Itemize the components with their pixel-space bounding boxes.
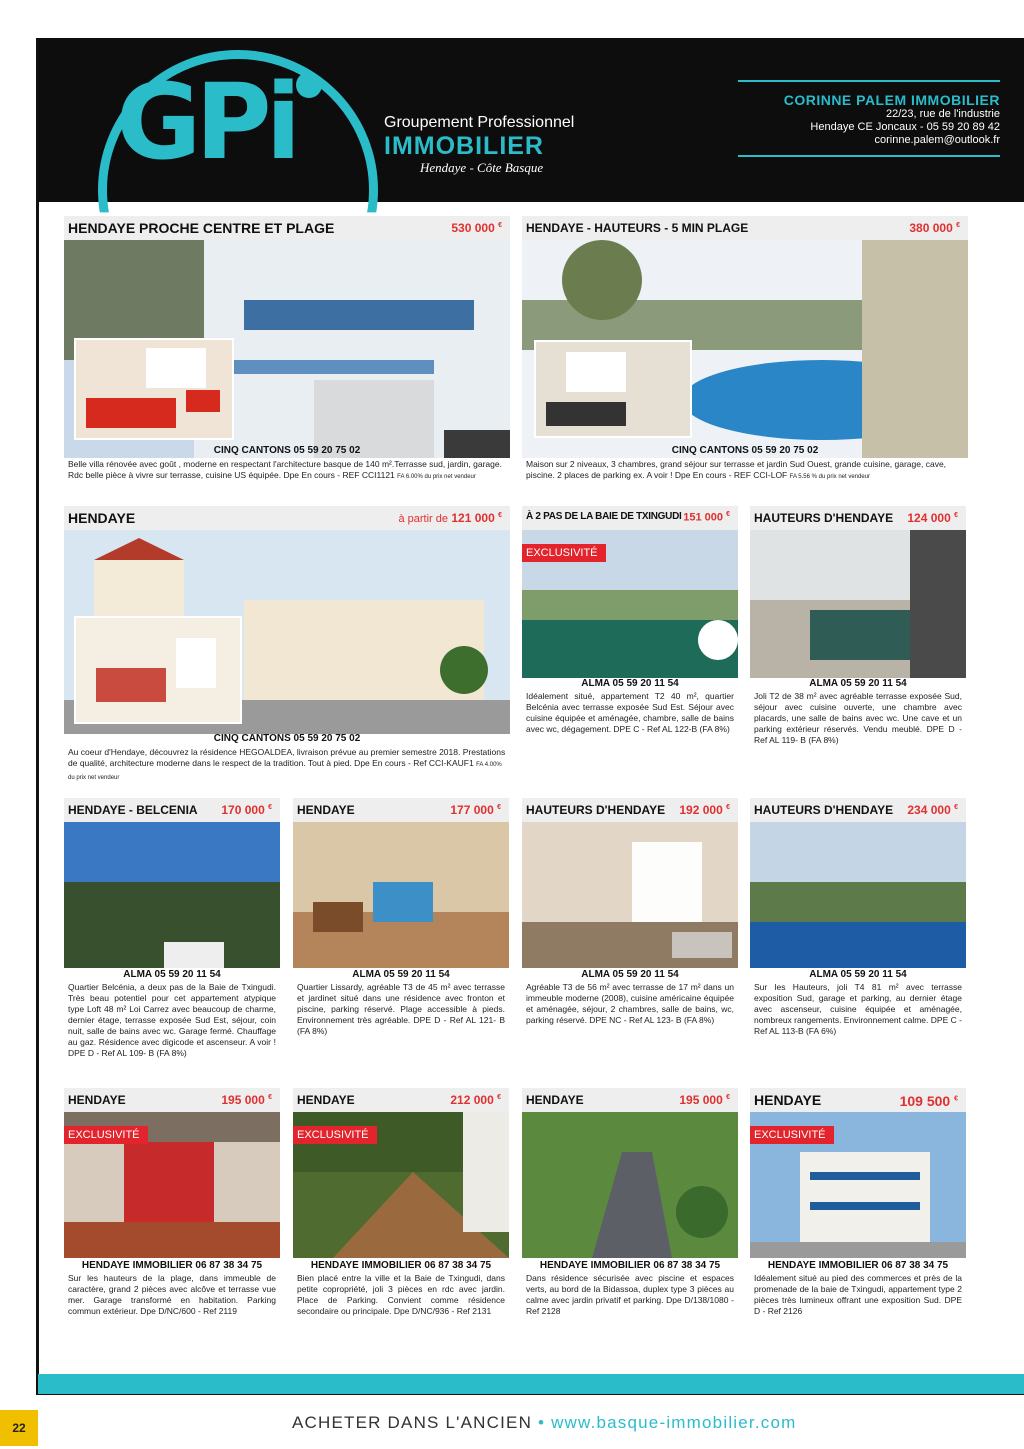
listing-card[interactable] [64, 798, 280, 1072]
listing-price: 234 000 € [907, 803, 958, 817]
exclusive-badge: EXCLUSIVITÉ [64, 1126, 148, 1144]
listing-price: 151 000 € [683, 511, 730, 524]
listing-photo[interactable] [293, 1112, 509, 1258]
listing-title: HENDAYE [68, 510, 136, 526]
listing-price: 195 000 € [679, 1093, 730, 1107]
listing-description: Quartier Lissardy, agréable T3 de 45 m² avec terrasse et jardinet situé dans une résidence avec fronton et piscine, parking réservé. Plage accessible à pieds. Environnement très agréable. DPE D - Ref AL 121- B (FA 8%) [297, 982, 505, 1036]
page-header [38, 38, 1024, 202]
blue-balcony-photo [750, 822, 966, 968]
listing-photo[interactable] [750, 822, 966, 968]
listing-title: HENDAYE - BELCENIA [68, 803, 198, 817]
listing-card[interactable] [522, 506, 738, 766]
listing-title: HENDAYE - HAUTEURS - 5 MIN PLAGE [526, 221, 749, 235]
listing-contact: HENDAYE IMMOBILIER 06 87 38 34 75 [81, 1260, 263, 1271]
listing-contact: HENDAYE IMMOBILIER 06 87 38 34 75 [539, 1260, 721, 1271]
listing-description: Joli T2 de 38 m² avec agréable terrasse exposée Sud, séjour avec cuisine ouverte, une chambre avec placards, une salle de bains avec wc. Une cave et un parking extérieur réservés. Vendu meublé. DPE D - Ref AL 119- B (FA 8%) [754, 691, 962, 745]
listing-price: à partir de 121 000 € [398, 511, 502, 525]
listing-photo[interactable] [64, 240, 510, 458]
listing-contact: ALMA 05 59 20 11 54 [352, 969, 450, 980]
listing-card[interactable] [64, 216, 510, 486]
listing-description: Bien placé entre la ville et la Baie de Txingudi, dans petite copropriété, joli 3 pièces en rdc avec jardin. Place de Parking. Convient comme résidence secondaire ou principale. Dpe D/NC/936 - Ref 2131 [297, 1273, 505, 1316]
listing-card[interactable] [293, 1088, 509, 1328]
listing-title: HAUTEURS D'HENDAYE [754, 803, 894, 817]
listing-description: Maison sur 2 niveaux, 3 chambres, grand séjour sur terrasse et jardin Sud Ouest, grande cuisine, garage, cave, piscine. 2 places de parking ex. A voir ! Dpe En cours - REF CCI-LOF FA 5.56 % du prix net vendeur [526, 459, 947, 480]
listing-photo[interactable] [64, 1112, 280, 1258]
agency-address: 22/23, rue de l'industrie [885, 108, 1000, 120]
listing-description: Dans résidence sécurisée avec piscine et espaces verts, au bord de la Bidassoa, duplex type 3 pièces au calme avec jardin privatif et parking. Dpe D/138/1080 - Ref 2128 [526, 1273, 734, 1316]
listing-price: 380 000 € [909, 221, 960, 235]
logo: GPi [116, 61, 296, 183]
listing-title: HENDAYE [297, 803, 355, 817]
listing-description: Sur les Hauteurs, joli T4 81 m² avec terrasse exposition Sud, garage et parking, au dernier étage avec ascenseur, cuisine équipée et aménagée, nombreux rangements. Environnement calme. DPE C - Ref AL 113-B (FA 6%) [754, 982, 962, 1036]
listing-description: Idéalement situé, appartement T2 40 m², quartier Belcénia avec terrasse exposée Sud Est. Séjour avec cuisine équipée et aménagée, chambre, salle de bains avec wc, dégagement. DPE C - Ref AL 122-B (FA 8%) [526, 691, 734, 734]
listing-description: Idéalement situé au pied des commerces et près de la promenade de la baie de Txingudi, appartement type 2 pièces très lumineux offrant une exposition Sud. DPE D - Ref 2126 [754, 1273, 962, 1316]
page-number: 22 [0, 1410, 38, 1446]
exclusive-badge: EXCLUSIVITÉ [750, 1126, 834, 1144]
listing-title: HENDAYE [297, 1093, 355, 1107]
sea-view-photo [64, 822, 280, 968]
listing-contact: ALMA 05 59 20 11 54 [809, 969, 907, 980]
exclusive-badge: EXCLUSIVITÉ [522, 544, 606, 562]
listing-photo[interactable] [522, 822, 738, 968]
footer-text: ACHETER DANS L'ANCIEN • www.basque-immobilier.com [292, 1413, 797, 1432]
listing-price: 177 000 € [450, 803, 501, 817]
listing-title: HENDAYE [526, 1093, 584, 1107]
listing-card[interactable] [522, 1088, 738, 1328]
header-line1: Groupement Professionnel [384, 114, 575, 131]
dining-room-photo [293, 822, 509, 968]
listing-description: Au coeur d'Hendaye, découvrez la résidence HEGOALDEA, livraison prévue au premier semestre 2018. Prestations de qualité, architecture moderne dans le respect de la tradition. Tout à pied. Dpe En cours - Ref CCI-KAUF1 FA 4.00% du prix net vendeur [68, 747, 506, 781]
listing-description: Belle villa rénovée avec goût , moderne en respectant l'architecture basque de 140 m².Terrasse sud, jardin, garage. Rdc belle pièce à vivre sur terrasse, cuisine US équipée. Dpe En cours - REF CCI1121 FA 6.00% du prix net vendeur [68, 459, 502, 480]
listing-description: Sur les hauteurs de la plage, dans immeuble de caractère, grand 2 pièces avec alcôve et terrasse vue mer. Garage transformé en habitation. Parking commun extérieur. Dpe D/NC/600 - Ref 2119 [68, 1273, 276, 1316]
listing-contact: CINQ CANTONS 05 59 20 75 02 [671, 445, 819, 456]
listing-contact: CINQ CANTONS 05 59 20 75 02 [213, 445, 361, 456]
listing-card[interactable] [522, 216, 968, 486]
listing-price: 530 000 € [451, 221, 502, 235]
listing-contact: ALMA 05 59 20 11 54 [123, 969, 221, 980]
listing-price: 109 500 € [899, 1093, 958, 1109]
footer-band [38, 1374, 1024, 1394]
agency-rule-top [738, 80, 1000, 82]
listing-contact: ALMA 05 59 20 11 54 [809, 678, 907, 689]
listing-title: HENDAYE [68, 1093, 126, 1107]
listing-price: 212 000 € [450, 1093, 501, 1107]
listing-contact: HENDAYE IMMOBILIER 06 87 38 34 75 [767, 1260, 949, 1271]
footer-url[interactable]: www.basque-immobilier.com [551, 1413, 797, 1432]
agency-rule-bottom [738, 155, 1000, 157]
listing-card[interactable] [750, 1088, 966, 1328]
listing-photo[interactable] [64, 822, 280, 968]
garden-path-photo [522, 1112, 738, 1258]
agency-name: CORINNE PALEM IMMOBILIER [783, 92, 1000, 108]
listing-photo[interactable] [64, 530, 510, 734]
listing-card[interactable] [522, 798, 738, 1072]
listing-price: 170 000 € [221, 803, 272, 817]
logo-dot [296, 72, 322, 98]
exclusive-badge: EXCLUSIVITÉ [293, 1126, 377, 1144]
listing-description: Agréable T3 de 56 m² avec terrasse de 17 m² dans un immeuble moderne (2008), cuisine américaine équipée et aménagée, séjour, 2 chambres, salle de bains, wc, parking réservé. DPE NC - Ref AL 123- B (FA 8%) [526, 982, 734, 1025]
listing-title: HENDAYE [754, 1092, 822, 1108]
listing-title: HAUTEURS D'HENDAYE [526, 803, 666, 817]
listing-price: 124 000 € [907, 511, 958, 525]
listing-contact: ALMA 05 59 20 11 54 [581, 678, 679, 689]
balcony-photo [750, 530, 966, 678]
header-line3: Hendaye - Côte Basque [420, 160, 544, 175]
living-room-inset [534, 340, 692, 438]
listing-card[interactable] [750, 798, 966, 1072]
agency-email[interactable]: corinne.palem@outlook.fr [874, 134, 1000, 146]
listing-contact: CINQ CANTONS 05 59 20 75 02 [213, 733, 361, 744]
listing-contact: ALMA 05 59 20 11 54 [581, 969, 679, 980]
listing-contact: HENDAYE IMMOBILIER 06 87 38 34 75 [310, 1260, 492, 1271]
listing-title: HENDAYE PROCHE CENTRE ET PLAGE [68, 220, 335, 236]
listing-photo[interactable] [522, 240, 968, 458]
listing-photo[interactable] [750, 530, 966, 678]
listing-card[interactable] [750, 506, 966, 766]
agency-block [738, 80, 1000, 157]
living-room-photo [522, 822, 738, 968]
listing-photo[interactable] [522, 1112, 738, 1258]
lounge-inset [74, 616, 242, 724]
agency-phone: Hendaye CE Joncaux - 05 59 20 89 42 [810, 121, 1000, 133]
listing-photo[interactable] [750, 1112, 966, 1258]
listing-price: 192 000 € [679, 803, 730, 817]
listing-photo[interactable] [293, 822, 509, 968]
living-room-inset [74, 338, 234, 440]
header-line2: IMMOBILIER [384, 132, 544, 160]
listing-card[interactable] [64, 506, 510, 781]
listing-card[interactable] [64, 1088, 280, 1328]
listing-card[interactable] [293, 798, 509, 1072]
listing-price: 195 000 € [221, 1093, 272, 1107]
listing-title: HAUTEURS D'HENDAYE [754, 511, 894, 525]
listing-description: Quartier Belcénia, a deux pas de la Baie de Txingudi. Très beau potentiel pour cet appartement atypique type Loft 48 m² Loi Carrez avec beaucoup de charme, dernier étage, terrasse exposée Sud Est, séjour, coin nuit, salle de bains avec wc. Garage fermé. Chauffage au gaz. Résidence avec digicode et ascenseur. A voir ! DPE D - Ref AL 109- B (FA 8%) [68, 982, 276, 1058]
listing-photo[interactable] [522, 530, 738, 678]
listing-title: À 2 PAS DE LA BAIE DE TXINGUDI [526, 511, 682, 522]
